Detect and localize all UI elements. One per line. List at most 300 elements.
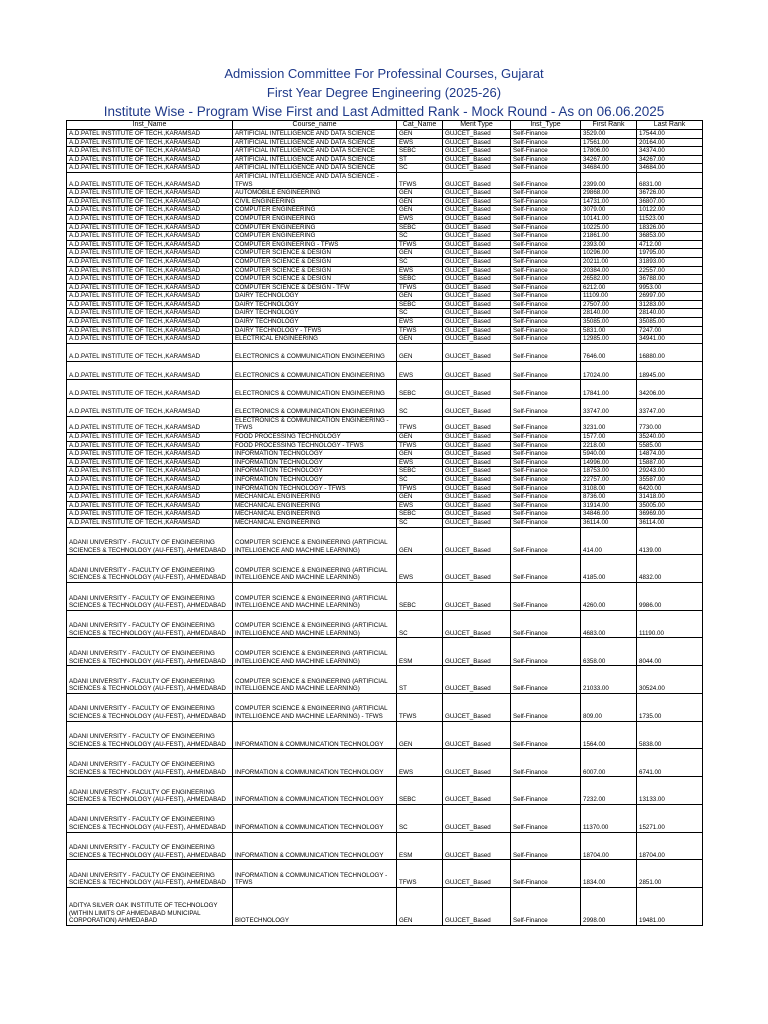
first-rank-cell: 17561.00	[581, 138, 637, 147]
table-row	[67, 283, 703, 292]
inst-type-cell: Self-Finance	[511, 130, 581, 139]
inst-type-cell: Self-Finance	[511, 398, 581, 416]
first-rank-cell: 2393.00	[581, 240, 637, 249]
inst-type-cell: Self-Finance	[511, 441, 581, 450]
table-row	[67, 189, 703, 198]
inst-type-cell: Self-Finance	[511, 749, 581, 777]
category-cell: SEBC	[397, 510, 443, 519]
course-name-cell: ARTIFICIAL INTELLIGENCE AND DATA SCIENCE	[233, 164, 397, 173]
table-row	[67, 380, 703, 398]
first-rank-cell: 809.00	[581, 693, 637, 721]
table-row	[67, 510, 703, 519]
first-rank-cell: 20211.00	[581, 257, 637, 266]
merit-type-cell: GUJCET_Based	[443, 300, 511, 309]
table-row	[67, 416, 703, 432]
last-rank-cell: 20164.00	[637, 138, 703, 147]
category-cell: SC	[397, 804, 443, 832]
inst-type-cell: Self-Finance	[511, 172, 581, 188]
category-cell: ESM	[397, 638, 443, 666]
course-name-cell: INFORMATION & COMMUNICATION TECHNOLOGY	[233, 749, 397, 777]
table-row	[67, 518, 703, 527]
course-name-cell: ARTIFICIAL INTELLIGENCE AND DATA SCIENCE	[233, 155, 397, 164]
merit-type-cell: GUJCET_Based	[443, 510, 511, 519]
category-cell: TFWS	[397, 441, 443, 450]
category-cell: GEN	[397, 197, 443, 206]
inst-type-cell: Self-Finance	[511, 638, 581, 666]
merit-type-cell: GUJCET_Based	[443, 155, 511, 164]
title-report: Institute Wise - Program Wise First and Last Admitted Rank - Mock Round - As on 06.06.2025	[103, 104, 665, 119]
category-cell: GEN	[397, 888, 443, 926]
course-name-cell: MECHANICAL ENGINEERING	[233, 501, 397, 510]
last-rank-cell: 36726.00	[637, 189, 703, 198]
first-rank-cell: 1577.00	[581, 432, 637, 441]
category-cell: SEBC	[397, 582, 443, 610]
table-row	[67, 638, 703, 666]
inst-type-cell: Self-Finance	[511, 493, 581, 502]
table-row	[67, 458, 703, 467]
first-rank-cell: 22757.00	[581, 475, 637, 484]
category-cell: EWS	[397, 318, 443, 327]
course-name-cell: COMPUTER SCIENCE & ENGINEERING (ARTIFICIAL INTELLIGENCE AND MACHINE LEARNING)	[233, 610, 397, 638]
last-rank-cell: 18326.00	[637, 223, 703, 232]
inst-type-cell: Self-Finance	[511, 860, 581, 888]
first-rank-cell: 21861.00	[581, 232, 637, 241]
category-cell: SEBC	[397, 223, 443, 232]
first-rank-cell: 14996.00	[581, 458, 637, 467]
category-cell: EWS	[397, 749, 443, 777]
first-rank-cell: 34846.00	[581, 510, 637, 519]
merit-type-cell: GUJCET_Based	[443, 283, 511, 292]
course-name-cell: COMPUTER ENGINEERING	[233, 223, 397, 232]
inst-name-cell: A.D.PATEL INSTITUTE OF TECH.,KARAMSAD	[67, 335, 233, 344]
last-rank-cell: 19795.00	[637, 249, 703, 258]
column-header: Course_name	[233, 121, 397, 130]
inst-name-cell: A.D.PATEL INSTITUTE OF TECH.,KARAMSAD	[67, 249, 233, 258]
first-rank-cell: 14731.00	[581, 197, 637, 206]
first-rank-cell: 34684.00	[581, 164, 637, 173]
course-name-cell: COMPUTER SCIENCE & ENGINEERING (ARTIFICIAL INTELLIGENCE AND MACHINE LEARNING)	[233, 555, 397, 583]
first-rank-cell: 10225.00	[581, 223, 637, 232]
category-cell: SC	[397, 475, 443, 484]
inst-type-cell: Self-Finance	[511, 555, 581, 583]
category-cell: EWS	[397, 214, 443, 223]
course-name-cell: AUTOMOBILE ENGINEERING	[233, 189, 397, 198]
category-cell: SC	[397, 610, 443, 638]
inst-type-cell: Self-Finance	[511, 458, 581, 467]
category-cell: SEBC	[397, 380, 443, 398]
inst-type-cell: Self-Finance	[511, 527, 581, 555]
last-rank-cell: 11523.00	[637, 214, 703, 223]
first-rank-cell: 3079.00	[581, 206, 637, 215]
last-rank-cell: 4139.00	[637, 527, 703, 555]
table-row	[67, 749, 703, 777]
merit-type-cell: GUJCET_Based	[443, 501, 511, 510]
merit-type-cell: GUJCET_Based	[443, 343, 511, 361]
table-row	[67, 147, 703, 156]
first-rank-cell: 17024.00	[581, 362, 637, 380]
table-row	[67, 232, 703, 241]
category-cell: TFWS	[397, 283, 443, 292]
column-header: Merit Type	[443, 121, 511, 130]
first-rank-cell: 20384.00	[581, 266, 637, 275]
inst-type-cell: Self-Finance	[511, 138, 581, 147]
table-row	[67, 527, 703, 555]
category-cell: SEBC	[397, 777, 443, 805]
merit-type-cell: GUJCET_Based	[443, 172, 511, 188]
first-rank-cell: 7646.00	[581, 343, 637, 361]
table-row	[67, 197, 703, 206]
inst-type-cell: Self-Finance	[511, 240, 581, 249]
inst-type-cell: Self-Finance	[511, 292, 581, 301]
inst-type-cell: Self-Finance	[511, 283, 581, 292]
merit-type-cell: GUJCET_Based	[443, 518, 511, 527]
category-cell: SC	[397, 257, 443, 266]
course-name-cell: ARTIFICIAL INTELLIGENCE AND DATA SCIENCE	[233, 147, 397, 156]
course-name-cell: INFORMATION & COMMUNICATION TECHNOLOGY	[233, 804, 397, 832]
first-rank-cell: 31914.00	[581, 501, 637, 510]
first-rank-cell: 17841.00	[581, 380, 637, 398]
last-rank-cell: 8044.00	[637, 638, 703, 666]
inst-name-cell: ADANI UNIVERSITY - FACULTY OF ENGINEERING SCIENCES & TECHNOLOGY (AU-FEST), AHMEDABAD	[67, 693, 233, 721]
course-name-cell: COMPUTER SCIENCE & DESIGN	[233, 266, 397, 275]
last-rank-cell: 34206.00	[637, 380, 703, 398]
category-cell: ST	[397, 155, 443, 164]
category-cell: ESM	[397, 832, 443, 860]
table-row	[67, 398, 703, 416]
category-cell: GEN	[397, 189, 443, 198]
course-name-cell: COMPUTER ENGINEERING	[233, 232, 397, 241]
merit-type-cell: GUJCET_Based	[443, 214, 511, 223]
last-rank-cell: 36788.00	[637, 275, 703, 284]
inst-name-cell: A.D.PATEL INSTITUTE OF TECH.,KARAMSAD	[67, 475, 233, 484]
inst-name-cell: ADANI UNIVERSITY - FACULTY OF ENGINEERING SCIENCES & TECHNOLOGY (AU-FEST), AHMEDABAD	[67, 804, 233, 832]
inst-type-cell: Self-Finance	[511, 832, 581, 860]
column-header: Cat_Name	[397, 121, 443, 130]
last-rank-cell: 16880.00	[637, 343, 703, 361]
last-rank-cell: 35587.00	[637, 475, 703, 484]
first-rank-cell: 36114.00	[581, 518, 637, 527]
merit-type-cell: GUJCET_Based	[443, 555, 511, 583]
last-rank-cell: 6420.00	[637, 484, 703, 493]
category-cell: SC	[397, 398, 443, 416]
table-row	[67, 475, 703, 484]
last-rank-cell: 35005.00	[637, 501, 703, 510]
inst-name-cell: ADITYA SILVER OAK INSTITUTE OF TECHNOLOGY (WITHIN LIMITS OF AHMEDABAD MUNICIPAL CORPORATION) AHMEDABAD	[67, 888, 233, 926]
first-rank-cell: 5831.00	[581, 326, 637, 335]
course-name-cell: MECHANICAL ENGINEERING	[233, 510, 397, 519]
merit-type-cell: GUJCET_Based	[443, 362, 511, 380]
last-rank-cell: 2851.00	[637, 860, 703, 888]
first-rank-cell: 3231.00	[581, 416, 637, 432]
inst-name-cell: ADANI UNIVERSITY - FACULTY OF ENGINEERING SCIENCES & TECHNOLOGY (AU-FEST), AHMEDABAD	[67, 582, 233, 610]
first-rank-cell: 7232.00	[581, 777, 637, 805]
merit-type-cell: GUJCET_Based	[443, 138, 511, 147]
inst-type-cell: Self-Finance	[511, 309, 581, 318]
merit-type-cell: GUJCET_Based	[443, 197, 511, 206]
merit-type-cell: GUJCET_Based	[443, 693, 511, 721]
category-cell: EWS	[397, 501, 443, 510]
inst-name-cell: ADANI UNIVERSITY - FACULTY OF ENGINEERING SCIENCES & TECHNOLOGY (AU-FEST), AHMEDABAD	[67, 555, 233, 583]
course-name-cell: MECHANICAL ENGINEERING	[233, 493, 397, 502]
inst-name-cell: A.D.PATEL INSTITUTE OF TECH.,KARAMSAD	[67, 130, 233, 139]
course-name-cell: BIOTECHNOLOGY	[233, 888, 397, 926]
inst-type-cell: Self-Finance	[511, 693, 581, 721]
table-row	[67, 860, 703, 888]
merit-type-cell: GUJCET_Based	[443, 666, 511, 694]
category-cell: GEN	[397, 450, 443, 459]
inst-name-cell: ADANI UNIVERSITY - FACULTY OF ENGINEERING SCIENCES & TECHNOLOGY (AU-FEST), AHMEDABAD	[67, 638, 233, 666]
title-program: First Year Degree Engineering (2025-26)	[266, 85, 502, 100]
inst-name-cell: ADANI UNIVERSITY - FACULTY OF ENGINEERING SCIENCES & TECHNOLOGY (AU-FEST), AHMEDABAD	[67, 527, 233, 555]
merit-type-cell: GUJCET_Based	[443, 326, 511, 335]
table-row	[67, 275, 703, 284]
inst-name-cell: A.D.PATEL INSTITUTE OF TECH.,KARAMSAD	[67, 275, 233, 284]
last-rank-cell: 36853.00	[637, 232, 703, 241]
last-rank-cell: 34374.00	[637, 147, 703, 156]
category-cell: EWS	[397, 266, 443, 275]
first-rank-cell: 3529.00	[581, 130, 637, 139]
first-rank-cell: 414.00	[581, 527, 637, 555]
category-cell: TFWS	[397, 240, 443, 249]
inst-type-cell: Self-Finance	[511, 257, 581, 266]
category-cell: EWS	[397, 555, 443, 583]
category-cell: TFWS	[397, 860, 443, 888]
merit-type-cell: GUJCET_Based	[443, 832, 511, 860]
first-rank-cell: 3108.00	[581, 484, 637, 493]
last-rank-cell: 9953.00	[637, 283, 703, 292]
first-rank-cell: 4260.00	[581, 582, 637, 610]
inst-type-cell: Self-Finance	[511, 510, 581, 519]
inst-type-cell: Self-Finance	[511, 189, 581, 198]
category-cell: TFWS	[397, 326, 443, 335]
inst-name-cell: A.D.PATEL INSTITUTE OF TECH.,KARAMSAD	[67, 189, 233, 198]
last-rank-cell: 36114.00	[637, 518, 703, 527]
inst-type-cell: Self-Finance	[511, 155, 581, 164]
course-name-cell: ELECTRONICS & COMMUNICATION ENGINEERING - TFWS	[233, 416, 397, 432]
merit-type-cell: GUJCET_Based	[443, 275, 511, 284]
last-rank-cell: 31893.00	[637, 257, 703, 266]
category-cell: GEN	[397, 335, 443, 344]
inst-name-cell: ADANI UNIVERSITY - FACULTY OF ENGINEERING SCIENCES & TECHNOLOGY (AU-FEST), AHMEDABAD	[67, 666, 233, 694]
course-name-cell: INFORMATION & COMMUNICATION TECHNOLOGY	[233, 777, 397, 805]
course-name-cell: INFORMATION TECHNOLOGY	[233, 458, 397, 467]
inst-type-cell: Self-Finance	[511, 214, 581, 223]
inst-name-cell: A.D.PATEL INSTITUTE OF TECH.,KARAMSAD	[67, 432, 233, 441]
inst-type-cell: Self-Finance	[511, 232, 581, 241]
last-rank-cell: 30524.00	[637, 666, 703, 694]
course-name-cell: FOOD PROCESSING TECHNOLOGY - TFWS	[233, 441, 397, 450]
inst-type-cell: Self-Finance	[511, 197, 581, 206]
inst-name-cell: ADANI UNIVERSITY - FACULTY OF ENGINEERING SCIENCES & TECHNOLOGY (AU-FEST), AHMEDABAD	[67, 721, 233, 749]
column-header: Inst_Name	[67, 121, 233, 130]
merit-type-cell: GUJCET_Based	[443, 475, 511, 484]
course-name-cell: COMPUTER SCIENCE & DESIGN - TFW	[233, 283, 397, 292]
course-name-cell: DAIRY TECHNOLOGY	[233, 309, 397, 318]
table-row	[67, 467, 703, 476]
merit-type-cell: GUJCET_Based	[443, 416, 511, 432]
first-rank-cell: 17806.00	[581, 147, 637, 156]
inst-type-cell: Self-Finance	[511, 335, 581, 344]
first-rank-cell: 6212.00	[581, 283, 637, 292]
merit-type-cell: GUJCET_Based	[443, 249, 511, 258]
course-name-cell: INFORMATION TECHNOLOGY - TFWS	[233, 484, 397, 493]
table-row	[67, 666, 703, 694]
table-row	[67, 318, 703, 327]
inst-name-cell: A.D.PATEL INSTITUTE OF TECH.,KARAMSAD	[67, 147, 233, 156]
first-rank-cell: 33747.00	[581, 398, 637, 416]
category-cell: SC	[397, 309, 443, 318]
last-rank-cell: 17544.00	[637, 130, 703, 139]
inst-type-cell: Self-Finance	[511, 450, 581, 459]
table-row	[67, 164, 703, 173]
table-row	[67, 130, 703, 139]
inst-type-cell: Self-Finance	[511, 266, 581, 275]
inst-name-cell: A.D.PATEL INSTITUTE OF TECH.,KARAMSAD	[67, 326, 233, 335]
category-cell: GEN	[397, 721, 443, 749]
title-committee: Admission Committee For Professinal Courses, Gujarat	[224, 66, 544, 81]
category-cell: GEN	[397, 292, 443, 301]
first-rank-cell: 2218.00	[581, 441, 637, 450]
last-rank-cell: 22557.00	[637, 266, 703, 275]
inst-type-cell: Self-Finance	[511, 206, 581, 215]
last-rank-cell: 15887.00	[637, 458, 703, 467]
inst-name-cell: A.D.PATEL INSTITUTE OF TECH.,KARAMSAD	[67, 441, 233, 450]
inst-type-cell: Self-Finance	[511, 249, 581, 258]
course-name-cell: ELECTRONICS & COMMUNICATION ENGINEERING	[233, 343, 397, 361]
merit-type-cell: GUJCET_Based	[443, 266, 511, 275]
inst-type-cell: Self-Finance	[511, 518, 581, 527]
category-cell: EWS	[397, 458, 443, 467]
merit-type-cell: GUJCET_Based	[443, 777, 511, 805]
inst-type-cell: Self-Finance	[511, 326, 581, 335]
inst-type-cell: Self-Finance	[511, 467, 581, 476]
first-rank-cell: 8736.00	[581, 493, 637, 502]
last-rank-cell: 31418.00	[637, 493, 703, 502]
inst-name-cell: A.D.PATEL INSTITUTE OF TECH.,KARAMSAD	[67, 309, 233, 318]
course-name-cell: COMPUTER SCIENCE & ENGINEERING (ARTIFICIAL INTELLIGENCE AND MACHINE LEARNING)	[233, 582, 397, 610]
last-rank-cell: 4832.00	[637, 555, 703, 583]
rank-table	[66, 120, 703, 926]
inst-type-cell: Self-Finance	[511, 318, 581, 327]
course-name-cell: COMPUTER SCIENCE & ENGINEERING (ARTIFICIAL INTELLIGENCE AND MACHINE LEARNING)	[233, 527, 397, 555]
last-rank-cell: 13133.00	[637, 777, 703, 805]
category-cell: GEN	[397, 527, 443, 555]
course-name-cell: COMPUTER SCIENCE & DESIGN	[233, 257, 397, 266]
first-rank-cell: 6007.00	[581, 749, 637, 777]
last-rank-cell: 18945.00	[637, 362, 703, 380]
course-name-cell: COMPUTER SCIENCE & DESIGN	[233, 249, 397, 258]
category-cell: GEN	[397, 432, 443, 441]
merit-type-cell: GUJCET_Based	[443, 292, 511, 301]
table-row	[67, 721, 703, 749]
course-name-cell: FOOD PROCESSING TECHNOLOGY	[233, 432, 397, 441]
inst-type-cell: Self-Finance	[511, 804, 581, 832]
table-row	[67, 266, 703, 275]
first-rank-cell: 12985.00	[581, 335, 637, 344]
inst-type-cell: Self-Finance	[511, 666, 581, 694]
first-rank-cell: 18704.00	[581, 832, 637, 860]
column-header: Last Rank	[637, 121, 703, 130]
inst-name-cell: ADANI UNIVERSITY - FACULTY OF ENGINEERING SCIENCES & TECHNOLOGY (AU-FEST), AHMEDABAD	[67, 610, 233, 638]
merit-type-cell: GUJCET_Based	[443, 610, 511, 638]
category-cell: SEBC	[397, 300, 443, 309]
course-name-cell: INFORMATION & COMMUNICATION TECHNOLOGY	[233, 721, 397, 749]
course-name-cell: ARTIFICIAL INTELLIGENCE AND DATA SCIENCE	[233, 138, 397, 147]
category-cell: GEN	[397, 343, 443, 361]
merit-type-cell: GUJCET_Based	[443, 232, 511, 241]
table-row	[67, 138, 703, 147]
inst-name-cell: A.D.PATEL INSTITUTE OF TECH.,KARAMSAD	[67, 223, 233, 232]
merit-type-cell: GUJCET_Based	[443, 318, 511, 327]
merit-type-cell: GUJCET_Based	[443, 888, 511, 926]
course-name-cell: COMPUTER ENGINEERING - TFWS	[233, 240, 397, 249]
inst-name-cell: A.D.PATEL INSTITUTE OF TECH.,KARAMSAD	[67, 493, 233, 502]
course-name-cell: CIVIL ENGINEERING	[233, 197, 397, 206]
category-cell: SC	[397, 232, 443, 241]
last-rank-cell: 7730.00	[637, 416, 703, 432]
inst-type-cell: Self-Finance	[511, 343, 581, 361]
last-rank-cell: 1735.00	[637, 693, 703, 721]
inst-name-cell: A.D.PATEL INSTITUTE OF TECH.,KARAMSAD	[67, 283, 233, 292]
first-rank-cell: 4185.00	[581, 555, 637, 583]
inst-name-cell: A.D.PATEL INSTITUTE OF TECH.,KARAMSAD	[67, 232, 233, 241]
inst-type-cell: Self-Finance	[511, 362, 581, 380]
merit-type-cell: GUJCET_Based	[443, 147, 511, 156]
table-row	[67, 335, 703, 344]
category-cell: GEN	[397, 249, 443, 258]
category-cell: ST	[397, 666, 443, 694]
course-name-cell: DAIRY TECHNOLOGY	[233, 300, 397, 309]
merit-type-cell: GUJCET_Based	[443, 223, 511, 232]
merit-type-cell: GUJCET_Based	[443, 582, 511, 610]
merit-type-cell: GUJCET_Based	[443, 458, 511, 467]
merit-type-cell: GUJCET_Based	[443, 240, 511, 249]
table-row	[67, 777, 703, 805]
inst-type-cell: Self-Finance	[511, 223, 581, 232]
table-row	[67, 343, 703, 361]
merit-type-cell: GUJCET_Based	[443, 130, 511, 139]
course-name-cell: INFORMATION TECHNOLOGY	[233, 467, 397, 476]
course-name-cell: ELECTRICAL ENGINEERING	[233, 335, 397, 344]
first-rank-cell: 11370.00	[581, 804, 637, 832]
table-row	[67, 693, 703, 721]
table-row	[67, 493, 703, 502]
table-row	[67, 214, 703, 223]
first-rank-cell: 26582.00	[581, 275, 637, 284]
table-row	[67, 326, 703, 335]
category-cell: TFWS	[397, 172, 443, 188]
last-rank-cell: 14874.00	[637, 450, 703, 459]
table-row	[67, 441, 703, 450]
inst-name-cell: A.D.PATEL INSTITUTE OF TECH.,KARAMSAD	[67, 484, 233, 493]
table-row	[67, 432, 703, 441]
table-row	[67, 362, 703, 380]
table-row	[67, 172, 703, 188]
inst-name-cell: A.D.PATEL INSTITUTE OF TECH.,KARAMSAD	[67, 416, 233, 432]
course-name-cell: INFORMATION TECHNOLOGY	[233, 450, 397, 459]
inst-type-cell: Self-Finance	[511, 164, 581, 173]
category-cell: GEN	[397, 206, 443, 215]
inst-name-cell: A.D.PATEL INSTITUTE OF TECH.,KARAMSAD	[67, 240, 233, 249]
inst-name-cell: A.D.PATEL INSTITUTE OF TECH.,KARAMSAD	[67, 501, 233, 510]
column-header: First Rank	[581, 121, 637, 130]
merit-type-cell: GUJCET_Based	[443, 309, 511, 318]
first-rank-cell: 2399.00	[581, 172, 637, 188]
inst-type-cell: Self-Finance	[511, 501, 581, 510]
merit-type-cell: GUJCET_Based	[443, 450, 511, 459]
last-rank-cell: 6741.00	[637, 749, 703, 777]
inst-name-cell: A.D.PATEL INSTITUTE OF TECH.,KARAMSAD	[67, 257, 233, 266]
